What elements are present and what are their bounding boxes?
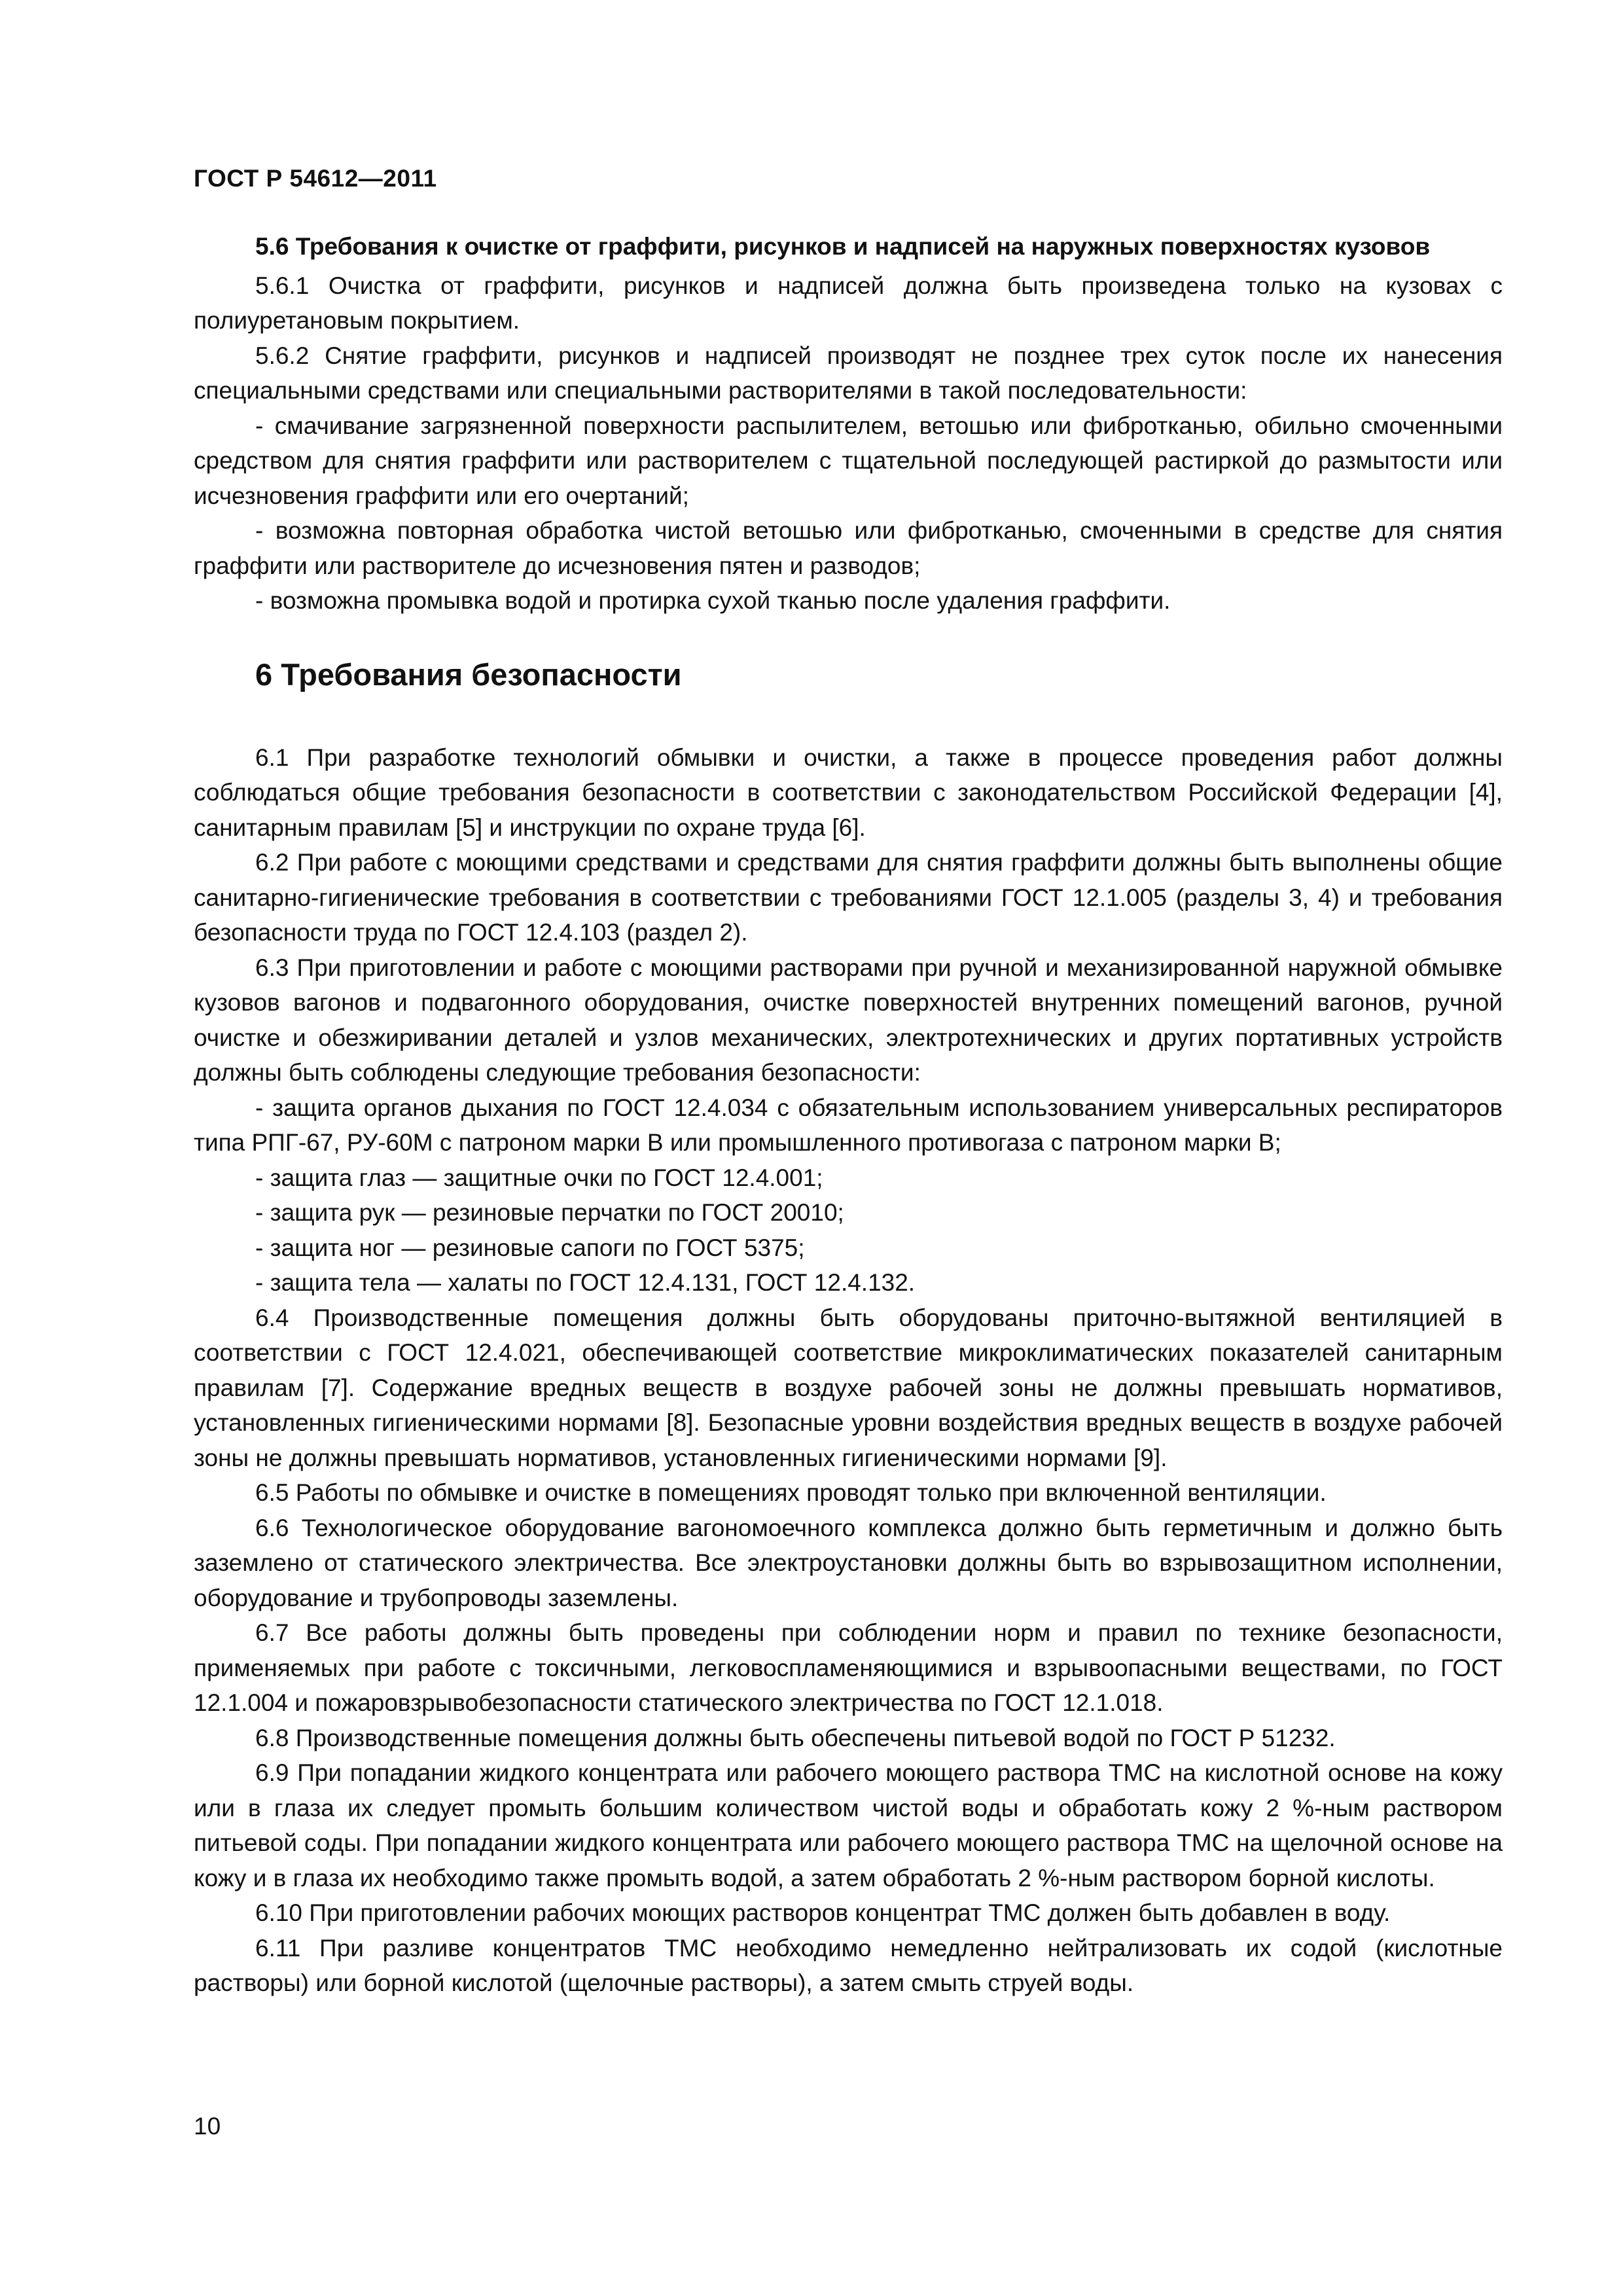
list-item-5-6-2-b: - возможна повторная обработка чистой ветошью или фибротканью, смоченными в средстве для снятия граффити или растворителе до исчезновения пятен и разводов;: [194, 517, 1503, 579]
paragraph-6-9: 6.9 При попадании жидкого концентрата или рабочего моющего раствора ТМС на кислотной основе на кожу или в глаза их следует промыть большим количеством чистой воды и обработать кожу 2 %-ным раствором питьевой соды. При попадании жидкого концентрата или рабочего моющего раствора ТМС на щелочной основе на кожу и в глаза их необходимо также промыть водой, а затем обработать 2 %-ным раствором борной кислоты.: [194, 1759, 1503, 1892]
list-item-6-3-c: - защита рук — резиновые перчатки по ГОСТ 20010;: [255, 1199, 844, 1226]
list-item-6-3-e: - защита тела — халаты по ГОСТ 12.4.131, ГОСТ 12.4.132.: [255, 1269, 916, 1296]
paragraph-6-6: 6.6 Технологическое оборудование вагономоечного комплекса должно быть герметичным и должно быть заземлено от статического электричества. Все электроустановки должны быть во взрывозащитном исполнении, оборудование и трубопроводы заземлены.: [194, 1514, 1503, 1611]
section-6-heading: 6 Требования безопасности: [255, 656, 682, 692]
list-item-5-6-2-a: - смачивание загрязненной поверхности распылителем, ветошью или фибротканью, обильно смоченными средством для снятия граффити или растворителем с тщательной последующей растиркой до размытости или исчезновения граффити или его очертаний;: [194, 412, 1503, 509]
subsection-5-6-heading: 5.6 Требования к очистке от граффити, рисунков и надписей на наружных поверхностях кузовов: [255, 233, 1431, 260]
list-item-5-6-2-c: - возможна промывка водой и протирка сухой тканью после удаления граффити.: [255, 587, 1171, 614]
paragraph-6-2: 6.2 При работе с моющими средствами и средствами для снятия граффити должны быть выполнены общие санитарно-гигиенические требования в соответствии с требованиями ГОСТ 12.1.005 (разделы 3, 4) и требования безопасности труда по ГОСТ 12.4.103 (раздел 2).: [194, 849, 1503, 946]
paragraph-6-5: 6.5 Работы по обмывке и очистке в помещениях проводят только при включенной вентиляции.: [255, 1479, 1327, 1506]
document-id-header: ГОСТ Р 54612—2011: [194, 165, 437, 192]
paragraph-6-1: 6.1 При разработке технологий обмывки и очистки, а также в процессе проведения работ должны соблюдаться общие требования безопасности в соответствии с законодательством Российской Федерации [4], санитарным правилам [5] и инструкции по охране труда [6].: [194, 744, 1503, 841]
document-body: [194, 229, 1503, 2001]
paragraph-6-3: 6.3 При приготовлении и работе с моющими растворами при ручной и механизированной наружной обмывке кузовов вагонов и подвагонного оборудования, очистке поверхностей внутренних помещений вагонов, ручной очистке и обезжиривании деталей и узлов механических, электротехнических и других портативных устройств должны быть соблюдены следующие требования безопасности:: [194, 954, 1503, 1086]
paragraph-6-8: 6.8 Производственные помещения должны быть обеспечены питьевой водой по ГОСТ Р 51232.: [255, 1724, 1336, 1751]
paragraph-6-4: 6.4 Производственные помещения должны быть оборудованы приточно-вытяжной вентиляцией в соответствии с ГОСТ 12.4.021, обеспечивающей соответствие микроклиматических показателей санитарным правилам [7]. Содержание вредных веществ в воздухе рабочей зоны не должны превышать нормативов, установленных гигиеническими нормами [8]. Безопасные уровни воздействия вредных веществ в воздухе рабочей зоны не должны превышать нормативов, установленных гигиеническими нормами [9].: [194, 1304, 1503, 1471]
paragraph-6-10: 6.10 При приготовлении рабочих моющих растворов концентрат ТМС должен быть добавлен в воду.: [255, 1899, 1391, 1926]
paragraph-6-7: 6.7 Все работы должны быть проведены при соблюдении норм и правил по технике безопасности, применяемых при работе с токсичными, легковоспламеняющимися и взрывоопасными веществами, по ГОСТ 12.1.004 и пожаровзрывобезопасности статического электричества по ГОСТ 12.1.018.: [194, 1619, 1503, 1716]
list-item-6-3-a: - защита органов дыхания по ГОСТ 12.4.034 с обязательным использованием универсальных респираторов типа РПГ-67, РУ-60М с патроном марки В или промышленного противогаза с патроном марки В;: [194, 1094, 1503, 1156]
list-item-6-3-b: - защита глаз — защитные очки по ГОСТ 12.4.001;: [255, 1164, 823, 1191]
list-item-6-3-d: - защита ног — резиновые сапоги по ГОСТ 5375;: [255, 1234, 805, 1261]
paragraph-6-11: 6.11 При разливе концентратов ТМС необходимо немедленно нейтрализовать их содой (кислотные растворы) или борной кислотой (щелочные растворы), а затем смыть струей воды.: [194, 1934, 1503, 1996]
paragraph-5-6-1: 5.6.1 Очистка от граффити, рисунков и надписей должна быть произведена только на кузовах с полиуретановым покрытием.: [194, 272, 1503, 334]
paragraph-5-6-2: 5.6.2 Снятие граффити, рисунков и надписей производят не позднее трех суток после их нанесения специальными средствами или специальными растворителями в такой последовательности:: [194, 342, 1503, 404]
page-number: 10: [194, 2113, 221, 2140]
